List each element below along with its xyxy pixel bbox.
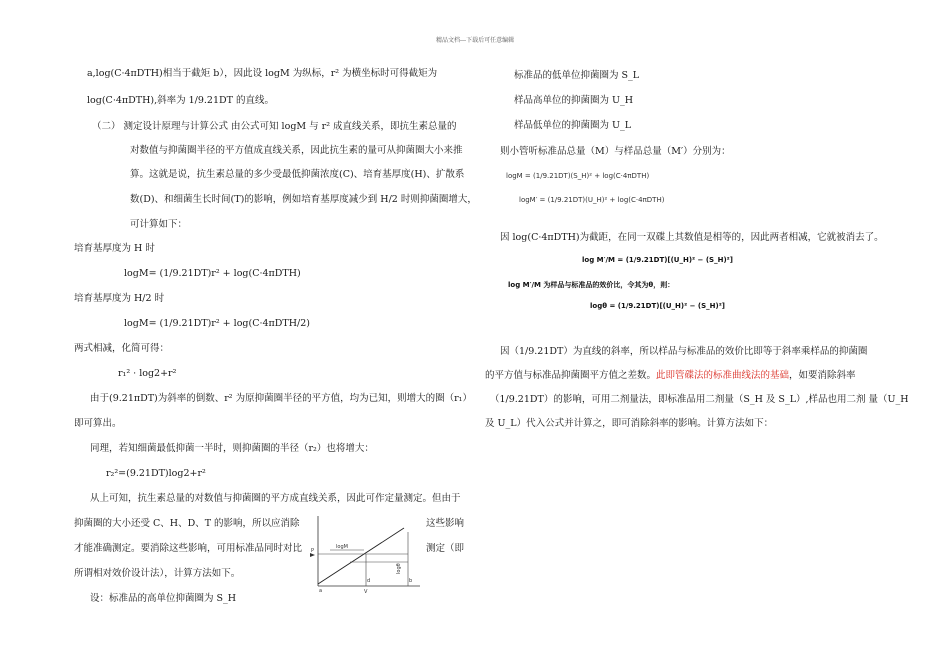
right-line-7-highlight: 此即管碟法的标准曲线法的基础 bbox=[656, 370, 790, 381]
left-line-8: 培育基厚度为 H 时 bbox=[74, 243, 155, 254]
figure-label-d: d bbox=[367, 578, 371, 584]
right-line-7-part-a: 的平方值与标准品抑菌圈平方值之差数。 bbox=[485, 370, 657, 381]
right-line-5: 因 log(C·4πDTH)为截距，在同一双碟上其数值是相等的，因此两者相减，它就被消去了。 bbox=[500, 232, 884, 243]
left-line-15: 即可算出。 bbox=[74, 418, 122, 429]
left-line-22: 设：标准品的高单位抑菌圈为 S_H bbox=[90, 593, 237, 604]
left-line-3: （二） 测定设计原理与计算公式 由公式可知 logM 与 r² 成直线关系，即抗生素总量的 bbox=[92, 121, 457, 132]
right-line-9: 及 U_L）代入公式并计算之，即可消除斜率的影响。计算方法如下： bbox=[485, 418, 774, 429]
figure-label-b: b bbox=[409, 578, 413, 584]
right-formula-note: log M′/M 为样品与标准品的效价比，令其为θ，则： bbox=[508, 281, 675, 289]
left-line-16: 同理，若知细菌最低抑菌一半时，则抑菌圈的半径（r₂）也将增大： bbox=[90, 443, 374, 454]
right-line-2: 样品高单位的抑菌圈为 U_H bbox=[514, 95, 634, 106]
left-formula-2: logM= (1/9.21DT)r² + log(C·4πDTH/2) bbox=[124, 318, 310, 329]
right-formula-logM-prime: logM′ = (1/9.21DT)(U_H)² + log(C·4πDTH) bbox=[519, 196, 665, 204]
right-formula-ratio: log M′/M = (1/9.21DT)[(U_H)² − (S_H)²] bbox=[582, 256, 733, 264]
left-line-6: 数(D)、和细菌生长时间(T)的影响，例如培育基厚度减少到 H/2 时则抑菌圈增大， bbox=[130, 194, 477, 205]
right-line-1: 标准品的低单位抑菌圈为 S_L bbox=[514, 70, 640, 81]
left-line-10: 培育基厚度为 H/2 时 bbox=[74, 293, 165, 304]
left-line-19a: 抑菌圈的大小还受 C、H、D、T 的影响，所以应消除 bbox=[74, 518, 300, 529]
right-formula-logtheta: logθ = (1/9.21DT)[(U_H)² − (S_H)²] bbox=[590, 302, 725, 310]
right-line-3: 样品低单位的抑菌圈为 U_L bbox=[514, 120, 632, 131]
left-formula-3: r₁² · log2+r² bbox=[118, 368, 177, 379]
left-line-19b: 这些影响 bbox=[426, 518, 465, 529]
left-line-5: 算。这就是说，抗生素总量的多少受最低抑菌浓度(C)、培育基厚度(H)、扩散系 bbox=[130, 169, 465, 180]
page-header-watermark: 精品文档---下载后可任意编辑 bbox=[436, 37, 515, 44]
left-line-20b: 测定（即 bbox=[426, 543, 465, 554]
left-formula-4: r₂²=(9.21DT)log2+r² bbox=[106, 468, 206, 479]
figure-label-P: P bbox=[311, 548, 315, 554]
figure-label-V: V bbox=[364, 589, 368, 594]
left-line-7: 可计算如下： bbox=[130, 219, 188, 230]
right-line-8: （1/9.21DT）的影响，可用二剂量法，即标准品用二剂量（S_H 及 S_L）,样品也用二剂 量（U_H bbox=[490, 394, 909, 405]
right-line-7 bbox=[485, 370, 856, 382]
figure-label-logM: logM bbox=[336, 544, 348, 550]
left-line-20a: 才能准确测定。要消除这些影响，可用标准品同时对比 bbox=[74, 543, 303, 554]
right-line-6: 因（1/9.21DT）为直线的斜率，所以样品与标准品的效价比即等于斜率乘样品的抑菌圈 bbox=[500, 346, 868, 357]
left-line-14: 由于(9.21πDT)为斜率的倒数、r² 为原抑菌圈半径的平方值，均为已知，则增大的圈（r₁） bbox=[90, 393, 472, 404]
left-line-21: 所谓相对效价设计法），计算方法如下。 bbox=[74, 568, 241, 579]
left-line-2: log(C·4πDTH),斜率为 1/9.21DT 的直线。 bbox=[87, 95, 274, 106]
figure-label-logtheta: logθ bbox=[396, 563, 402, 574]
right-line-4: 则小管听标准品总量（M）与样品总量（M′）分别为： bbox=[500, 146, 731, 157]
figure-regression-line bbox=[318, 528, 404, 584]
standard-curve-figure bbox=[310, 512, 425, 594]
left-line-4: 对数值与抑菌圈半径的平方值成直线关系，因此抗生素的量可从抑菌圈大小来推 bbox=[130, 145, 463, 156]
left-formula-1: logM= (1/9.21DT)r² + log(C·4πDTH) bbox=[124, 268, 301, 279]
right-formula-logM: logM = (1/9.21DT)(S_H)² + log(C·4πDTH) bbox=[506, 172, 650, 180]
right-line-7-part-c: ，如要消除斜率 bbox=[789, 370, 856, 381]
figure-label-a: a bbox=[319, 588, 323, 594]
left-line-1: a,log(C·4πDTH)相当于截矩 b），因此设 logM 为纵标，r² 为横坐标时可得截矩为 bbox=[87, 68, 438, 79]
left-line-18: 从上可知，抗生素总量的对数值与抑菌圈的平方成直线关系，因此可作定量测定。但由于 bbox=[90, 493, 461, 504]
left-line-12: 两式相减，化简可得： bbox=[74, 343, 170, 354]
